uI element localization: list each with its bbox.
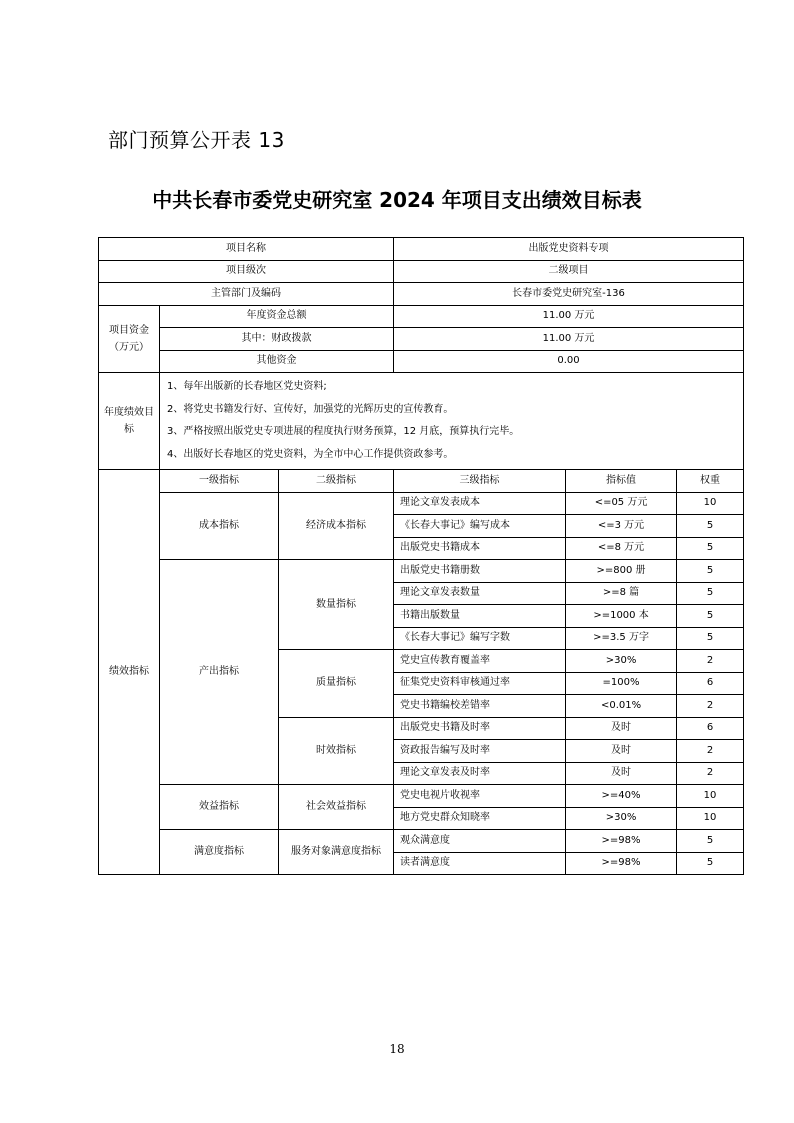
indicator-value: >=98% — [566, 852, 677, 875]
goal-item: 3、严格按照出版党史专项进展的程度执行财务预算，12 月底，预算执行完毕。 — [167, 426, 520, 437]
level2-quantity: 数量指标 — [279, 560, 394, 650]
header-value: 指标值 — [566, 470, 677, 493]
annual-goals-label: 年度绩效目标 — [99, 373, 160, 470]
indicator-value: >=98% — [566, 830, 677, 853]
indicator-name: 征集党史资料审核通过率 — [394, 672, 566, 695]
indicator-name: 出版党史书籍册数 — [394, 560, 566, 583]
indicator-weight: 5 — [677, 830, 744, 853]
level1-output: 产出指标 — [160, 560, 279, 785]
indicator-name: 地方党史群众知晓率 — [394, 807, 566, 830]
indicator-weight: 6 — [677, 717, 744, 740]
indicator-name: 党史书籍编校差错率 — [394, 695, 566, 718]
page-title: 中共长春市委党史研究室 2024 年项目支出绩效目标表 — [152, 188, 642, 212]
table-row — [99, 283, 744, 306]
indicator-name: 理论文章发表成本 — [394, 492, 566, 515]
indicator-name: 《长春大事记》编写成本 — [394, 515, 566, 538]
project-name-value: 出版党史资料专项 — [394, 238, 744, 261]
indicator-weight: 10 — [677, 785, 744, 808]
table-row — [99, 560, 744, 583]
fiscal-allocation-value: 11.00 万元 — [394, 328, 744, 351]
indicator-weight: 2 — [677, 695, 744, 718]
indicator-value: >30% — [566, 650, 677, 673]
indicator-value: >=800 册 — [566, 560, 677, 583]
indicator-name: 资政报告编写及时率 — [394, 740, 566, 763]
indicator-weight: 5 — [677, 582, 744, 605]
indicator-value: >=3.5 万字 — [566, 627, 677, 650]
table-row — [99, 373, 744, 470]
indicator-value: <=05 万元 — [566, 492, 677, 515]
level1-benefit: 效益指标 — [160, 785, 279, 830]
project-level-value: 二级项目 — [394, 260, 744, 283]
annual-total-value: 11.00 万元 — [394, 305, 744, 328]
project-level-label: 项目级次 — [99, 260, 394, 283]
level2-quality: 质量指标 — [279, 650, 394, 718]
indicator-value: 及时 — [566, 740, 677, 763]
indicator-header-row — [99, 470, 744, 493]
indicator-value: <=3 万元 — [566, 515, 677, 538]
table-row — [99, 830, 744, 853]
level2-timeliness: 时效指标 — [279, 717, 394, 785]
header-weight: 权重 — [677, 470, 744, 493]
indicator-name: 理论文章发表数量 — [394, 582, 566, 605]
table-row — [99, 785, 744, 808]
indicator-name: 《长春大事记》编写字数 — [394, 627, 566, 650]
department-label: 主管部门及编码 — [99, 283, 394, 306]
level1-cost: 成本指标 — [160, 492, 279, 560]
indicator-name: 观众满意度 — [394, 830, 566, 853]
indicator-name: 出版党史书籍及时率 — [394, 717, 566, 740]
other-funds-label: 其他资金 — [160, 350, 394, 373]
indicator-value: =100% — [566, 672, 677, 695]
indicator-value: <=8 万元 — [566, 537, 677, 560]
indicator-weight: 5 — [677, 560, 744, 583]
indicator-weight: 2 — [677, 762, 744, 785]
indicator-weight: 5 — [677, 537, 744, 560]
indicator-name: 读者满意度 — [394, 852, 566, 875]
indicator-name: 党史电视片收视率 — [394, 785, 566, 808]
indicator-weight: 10 — [677, 807, 744, 830]
table-row — [99, 305, 744, 328]
indicator-value: 及时 — [566, 762, 677, 785]
page-number: 18 — [389, 1042, 405, 1056]
indicator-name: 书籍出版数量 — [394, 605, 566, 628]
level2-economic-cost: 经济成本指标 — [279, 492, 394, 560]
table-row — [99, 260, 744, 283]
performance-indicators-label: 绩效指标 — [99, 470, 160, 875]
indicator-weight: 6 — [677, 672, 744, 695]
indicator-weight: 10 — [677, 492, 744, 515]
indicator-value: 及时 — [566, 717, 677, 740]
level1-satisfaction: 满意度指标 — [160, 830, 279, 875]
level2-service-satisfaction: 服务对象满意度指标 — [279, 830, 394, 875]
indicator-weight: 5 — [677, 605, 744, 628]
indicator-weight: 5 — [677, 852, 744, 875]
indicator-weight: 2 — [677, 740, 744, 763]
project-funds-label: 项目资金（万元） — [99, 305, 160, 373]
indicator-name: 出版党史书籍成本 — [394, 537, 566, 560]
indicator-weight: 5 — [677, 627, 744, 650]
fiscal-allocation-label: 其中：财政拨款 — [160, 328, 394, 351]
goal-item: 1、每年出版新的长春地区党史资料; — [167, 381, 327, 392]
section-label: 部门预算公开表 13 — [108, 128, 285, 152]
indicator-value: >=1000 本 — [566, 605, 677, 628]
performance-target-table — [98, 237, 744, 875]
table-row — [99, 492, 744, 515]
annual-total-label: 年度资金总额 — [160, 305, 394, 328]
table-row — [99, 328, 744, 351]
table-row — [99, 350, 744, 373]
level2-social-benefit: 社会效益指标 — [279, 785, 394, 830]
annual-goals-content — [160, 373, 744, 470]
table-row — [99, 238, 744, 261]
indicator-name: 党史宣传教育覆盖率 — [394, 650, 566, 673]
indicator-value: <0.01% — [566, 695, 677, 718]
goal-item: 2、将党史书籍发行好、宣传好，加强党的光辉历史的宣传教育。 — [167, 403, 454, 415]
indicator-weight: 2 — [677, 650, 744, 673]
indicator-name: 理论文章发表及时率 — [394, 762, 566, 785]
goal-item: 4、出版好长春地区的党史资料，为全市中心工作提供资政参考。 — [167, 448, 454, 460]
indicator-value: >30% — [566, 807, 677, 830]
project-name-label: 项目名称 — [99, 238, 394, 261]
indicator-weight: 5 — [677, 515, 744, 538]
other-funds-value: 0.00 — [394, 350, 744, 373]
header-level2: 二级指标 — [279, 470, 394, 493]
indicator-value: >=40% — [566, 785, 677, 808]
department-value: 长春市委党史研究室-136 — [394, 283, 744, 306]
indicator-value: >=8 篇 — [566, 582, 677, 605]
header-level3: 三级指标 — [394, 470, 566, 493]
header-level1: 一级指标 — [160, 470, 279, 493]
